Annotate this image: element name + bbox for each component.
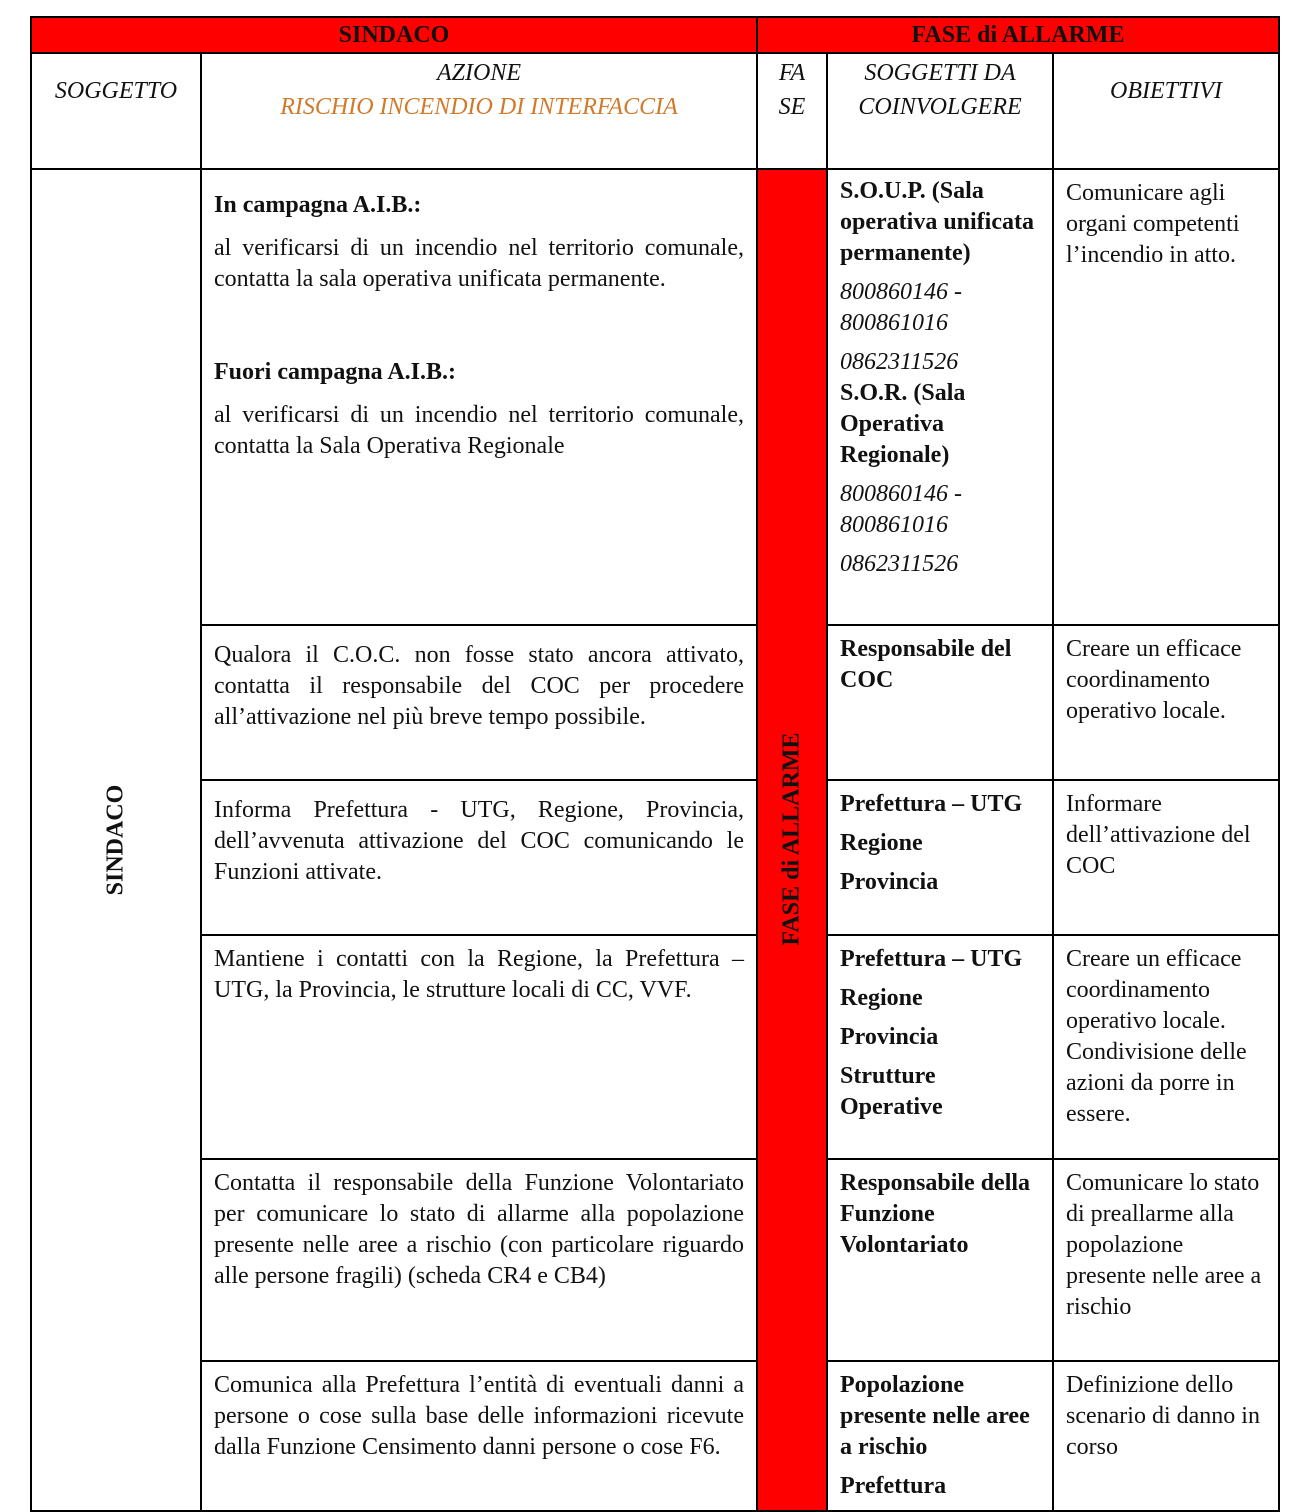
objective-cell: Definizione dello scenario di danno in corso [1053,1361,1279,1511]
title-row [31,17,1279,53]
action-cell: Qualora il C.O.C. non fosse stato ancora attivato, contatta il responsabile del COC per procedere all’attivazione nel più breve tempo possibile. [201,625,757,780]
col-obiettivi: OBIETTIVI [1053,53,1279,169]
subjects-cell [827,625,1053,780]
subjects-cell [827,1361,1053,1511]
objective-cell: Comunicare lo stato di preallarme alla popolazione presente nelle aree a rischio [1053,1159,1279,1361]
soup-name: S.O.U.P. (Sala operativa unificata permanente) [840,178,1034,266]
objective-cell: Creare un efficace coordinamento operativo locale. [1053,625,1279,780]
subject-vertical-label: SINDACO [102,784,129,896]
action-cell [201,169,757,625]
sor-phone-2: 0862311526 [840,551,959,577]
soup-phone-2: 0862311526 [840,349,959,375]
subject-item: Provincia [840,869,939,895]
action-in-text: al verificarsi di un incendio nel territorio comunale, contatta la sala operativa unificata permanente. [214,235,744,292]
subjects-cell [827,169,1053,625]
subject-item: Prefettura – UTG [840,791,1023,817]
objective-cell: Informare dell’attivazione del COC [1053,780,1279,935]
action-cell: Contatta il responsabile della Funzione Volontariato per comunicare lo stato di allarme alla popolazione presente nelle aree a rischio (con particolare riguardo alle persone fragili) (scheda CR4 e CB4) [201,1159,757,1361]
col-fase [757,53,827,169]
header-fase-allarme: FASE di ALLARME [757,17,1279,53]
phase-vertical-label: FASE di ALLARME [778,732,805,946]
column-header-row [31,53,1279,169]
procedure-table-container [30,16,1278,1499]
objective-cell: Creare un efficace coordinamento operativo locale. Condivisione delle azioni da porre in essere. [1053,935,1279,1159]
soup-phone-1: 800860146 - 800861016 [840,279,962,336]
subject-item: Responsabile della Funzione Volontariato [840,1170,1031,1258]
subject-item: Popolazione presente nelle aree a rischio [840,1372,1030,1460]
col-soggetti [827,53,1053,169]
subject-item: Provincia [840,1024,939,1050]
action-cell: Comunica alla Prefettura l’entità di eventuali danni a persone o cose sulla base delle informazioni ricevute dalla Funzione Censimento danni persone o cose F6. [201,1361,757,1511]
subjects-cell [827,1159,1053,1361]
col-soggetto: SOGGETTO [31,53,201,169]
sor-name: S.O.R. (Sala Operativa Regionale) [840,380,966,468]
col-rischio-label: RISCHIO INCENDIO DI INTERFACCIA [280,94,678,120]
subject-item: Regione [840,830,923,856]
col-soggetti-part-2: COINVOLGERE [858,94,1022,120]
action-cell: Mantiene i contatti con la Regione, la Prefettura – UTG, la Provincia, le strutture locali di CC, VVF. [201,935,757,1159]
col-soggetti-part-1: SOGGETTI DA [864,60,1016,86]
subjects-cell [827,935,1053,1159]
table-row [31,780,1279,935]
subject-cell [31,169,201,1511]
objective-cell: Comunicare agli organi competenti l’incendio in atto. [1053,169,1279,625]
col-fase-part-2: SE [778,94,806,120]
procedure-table [30,16,1280,1512]
table-row [31,1361,1279,1511]
table-row [31,1159,1279,1361]
action-out-title: Fuori campagna A.I.B.: [214,359,457,385]
header-sindaco: SINDACO [31,17,757,53]
table-row [31,935,1279,1159]
action-in-title: In campagna A.I.B.: [214,192,422,218]
action-out-text: al verificarsi di un incendio nel territorio comunale, contatta la Sala Operativa Regionale [214,402,744,459]
action-cell: Informa Prefettura - UTG, Regione, Provincia, dell’avvenuta attivazione del COC comunicando le Funzioni attivate. [201,780,757,935]
subject-item: Prefettura – UTG [840,946,1023,972]
phase-column [757,169,827,1511]
col-azione [201,53,757,169]
sor-phone-1: 800860146 - 800861016 [840,481,962,538]
subject-item: Regione [840,985,923,1011]
col-fase-part-1: FA [778,60,806,86]
subject-item: Responsabile del COC [840,636,1012,693]
subject-item: Strutture Operative [840,1063,943,1120]
table-row [31,169,1279,625]
subject-item: Prefettura [840,1473,947,1499]
subjects-cell [827,780,1053,935]
col-azione-label: AZIONE [437,60,521,86]
table-row [31,625,1279,780]
